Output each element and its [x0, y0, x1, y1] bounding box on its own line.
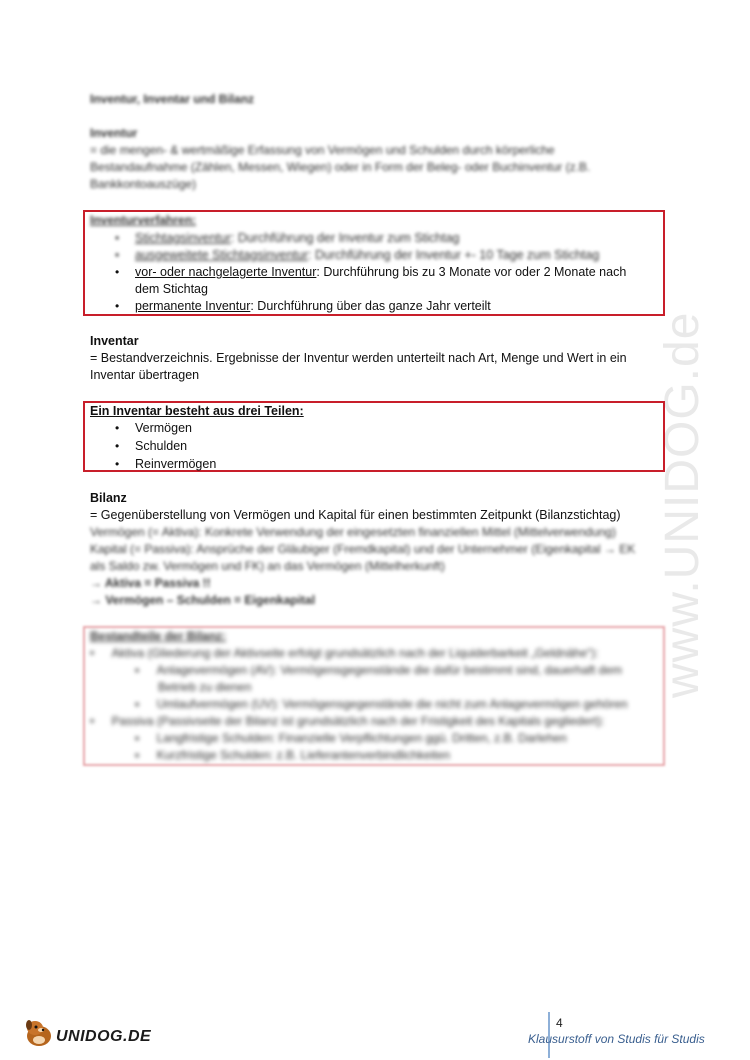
verfahren-item-continuation: dem Stichtag [135, 282, 208, 296]
bestand-line [135, 662, 622, 679]
teile-label: Vermögen [135, 421, 192, 435]
teile-heading: Ein Inventar besteht aus drei Teilen: [90, 404, 304, 418]
verfahren-item [115, 264, 626, 281]
bullet-icon: • [115, 265, 120, 279]
bilanz-line: als Saldo zw. Vermögen und FK) an das Vermögen (Mittelherkunft) [90, 559, 445, 573]
verfahren-desc: : Durchführung der Inventur zum Stichtag [230, 231, 460, 245]
bullet-icon: • [90, 646, 95, 660]
verfahren-item [115, 247, 599, 264]
inventar-def-line-2: Inventar übertragen [90, 368, 200, 382]
unidog-logo [22, 1016, 162, 1050]
bullet-icon: • [115, 439, 120, 453]
bestand-text: Anlagevermögen (AV): Vermögensgegenstände die dafür bestimmt sind, dauerhaft dem [156, 663, 622, 677]
bestand-line [135, 696, 628, 713]
bullet-icon: ▪ [135, 748, 140, 762]
bilanz-line: → Aktiva = Passiva !! [90, 576, 211, 590]
page-number: 4 [556, 1016, 563, 1030]
bilanz-def: = Gegenüberstellung von Vermögen und Kapital für einen bestimmten Zeitpunkt (Bilanzstichtag) [90, 508, 621, 522]
verfahren-desc: : Durchführung der Inventur +- 10 Tage zum Stichtag [308, 248, 600, 262]
bestand-line [90, 713, 604, 730]
verfahren-term: Stichtagsinventur [135, 231, 231, 245]
verfahren-term: permanente Inventur [135, 299, 251, 313]
bullet-icon: • [115, 248, 120, 262]
bestand-text: Aktiva (Gliederung der Aktivseite erfolgt grundsätzlich nach der Liquiderbarkeit „Geldnähe“): [111, 646, 599, 660]
bestand-line: Betrieb zu dienen [158, 680, 252, 694]
bestand-text: Umlaufvermögen (UV): Vermögensgegenstände die nicht zum Anlagevermögen gehören [156, 697, 628, 711]
bestand-text: Langfristige Schulden: Finanzielle Verpflichtungen ggü. Dritten, z.B. Darlehen [156, 731, 567, 745]
verfahren-term: vor- oder nachgelagerte Inventur [135, 265, 317, 279]
bilanz-line: Kapital (= Passiva): Ansprüche der Gläubiger (Fremdkapital) und der Unternehmer (Eigenkapital → EK [90, 542, 636, 556]
verfahren-item [115, 298, 491, 315]
bullet-icon: ▪ [135, 697, 140, 711]
page-title: Inventur, Inventar und Bilanz [90, 92, 255, 106]
teile-item [115, 438, 187, 455]
bilanz-line: Vermögen (= Aktiva): Konkrete Verwendung der eingesetzten finanziellen Mittel (Mittelverwendung) [90, 525, 616, 539]
teile-label: Schulden [135, 439, 188, 453]
bilanz-line: → Vermögen – Schulden = Eigenkapital [90, 593, 316, 607]
verfahren-term: ausgeweitete Stichtagsinventur [135, 248, 309, 262]
bullet-icon: • [90, 714, 95, 728]
bestand-line [135, 730, 567, 747]
inventur-def-line-3: Bankkontoauszüge) [90, 177, 197, 191]
logo-text: UNIDOG.DE [56, 1028, 152, 1045]
bestand-text: Kurzfristige Schulden: z.B. Lieferantenverbindlichkeiten [156, 748, 451, 762]
teile-label: Reinvermögen [135, 457, 217, 471]
footer-tagline: Klausurstoff von Studis für Studis [528, 1032, 705, 1046]
bilanz-heading: Bilanz [90, 491, 127, 505]
bullet-icon: ▪ [135, 731, 140, 745]
teile-item [115, 456, 216, 473]
verfahren-heading: Inventurverfahren: [90, 213, 197, 227]
bullet-icon: • [115, 299, 120, 313]
bestand-line [90, 645, 598, 662]
bestand-heading: Bestandteile der Bilanz: [90, 629, 227, 643]
inventar-heading: Inventar [90, 334, 139, 348]
inventur-def-line-1: = die mengen- & wertmäßige Erfassung von Vermögen und Schulden durch körperliche [90, 143, 555, 157]
verfahren-item [115, 230, 459, 247]
bestand-line [135, 747, 450, 764]
watermark: www.UNIDOG.de [656, 311, 709, 699]
bestand-text: Passiva (Passivseite der Bilanz ist grundsätzlich nach der Fristigkeit des Kapitals gegliedert): [111, 714, 605, 728]
verfahren-desc: : Durchführung über das ganze Jahr verteilt [250, 299, 491, 313]
dog-mascot-icon [22, 1016, 56, 1048]
bullet-icon: ▪ [135, 663, 140, 677]
inventur-def-line-2: Bestandaufnahme (Zählen, Messen, Wiegen) oder in Form der Beleg- oder Buchinventur (z.B. [90, 160, 591, 174]
inventar-def-line-1: = Bestandverzeichnis. Ergebnisse der Inventur werden unterteilt nach Art, Menge und Wert in ein [90, 351, 627, 365]
teile-item [115, 420, 192, 437]
bullet-icon: • [115, 421, 120, 435]
bullet-icon: • [115, 231, 120, 245]
bullet-icon: • [115, 457, 120, 471]
verfahren-desc: : Durchführung bis zu 3 Monate vor oder 2 Monate nach [316, 265, 627, 279]
inventur-heading: Inventur [90, 126, 138, 140]
